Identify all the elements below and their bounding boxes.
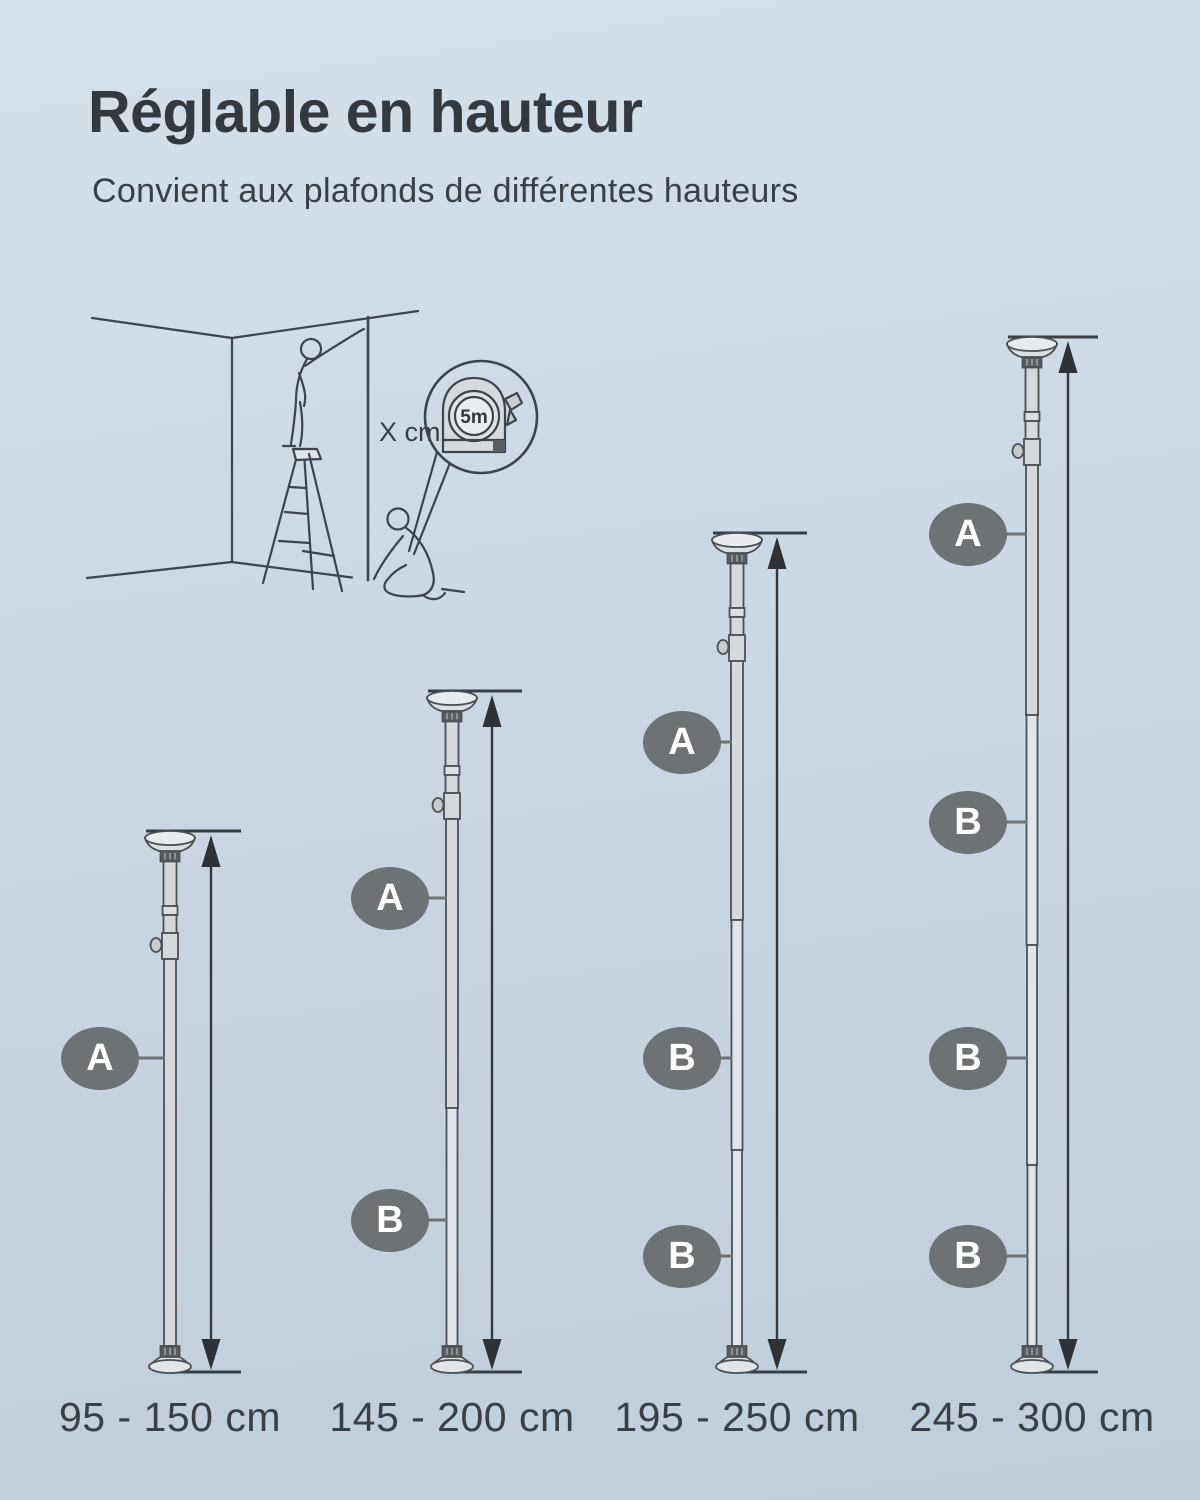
- stepladder: [263, 449, 342, 591]
- adjustment-knob: [718, 640, 729, 654]
- room-corner-lines: [87, 311, 464, 592]
- badge-b: B: [929, 1225, 1007, 1288]
- pole-diagram-1: [118, 831, 241, 1373]
- tape-measure-label: 5m: [460, 407, 488, 428]
- badge-b: B: [351, 1189, 429, 1252]
- height-arrow: [483, 695, 502, 1370]
- adjustment-knob: [151, 938, 162, 952]
- badge-a: A: [643, 711, 721, 774]
- badge-a: A: [929, 503, 1007, 566]
- badge-a: A: [61, 1027, 139, 1090]
- tension-pole: [145, 831, 195, 1373]
- tension-pole: [1007, 337, 1057, 1373]
- height-arrow: [202, 835, 221, 1370]
- badge-b: B: [643, 1027, 721, 1090]
- badge-a: A: [351, 867, 429, 930]
- room-illustration: [87, 311, 537, 599]
- height-range-label: 95 - 150 cm: [59, 1394, 281, 1440]
- pole-diagram-2: [408, 691, 522, 1373]
- height-range-label: 145 - 200 cm: [329, 1394, 575, 1440]
- height-range-label: 245 - 300 cm: [909, 1394, 1155, 1440]
- pole-diagram-4: [986, 337, 1098, 1373]
- kneeling-person: [374, 509, 445, 600]
- measure-value-label: X cm: [379, 417, 441, 447]
- tension-pole: [427, 691, 477, 1373]
- height-range-label: 195 - 250 cm: [614, 1394, 860, 1440]
- tape-measure-icon: [443, 378, 522, 452]
- badge-b: B: [929, 1027, 1007, 1090]
- badge-b: B: [643, 1225, 721, 1288]
- person-on-ladder: [283, 329, 364, 449]
- badge-b: B: [929, 791, 1007, 854]
- height-arrow: [1059, 341, 1078, 1370]
- page-subtitle: Convient aux plafonds de différentes hauteurs: [92, 172, 799, 210]
- tape-measure-callout: [409, 361, 537, 554]
- page-title: Réglable en hauteur: [88, 79, 643, 145]
- height-arrow: [768, 537, 787, 1370]
- adjustment-knob: [1013, 444, 1024, 458]
- adjustment-knob: [433, 798, 444, 812]
